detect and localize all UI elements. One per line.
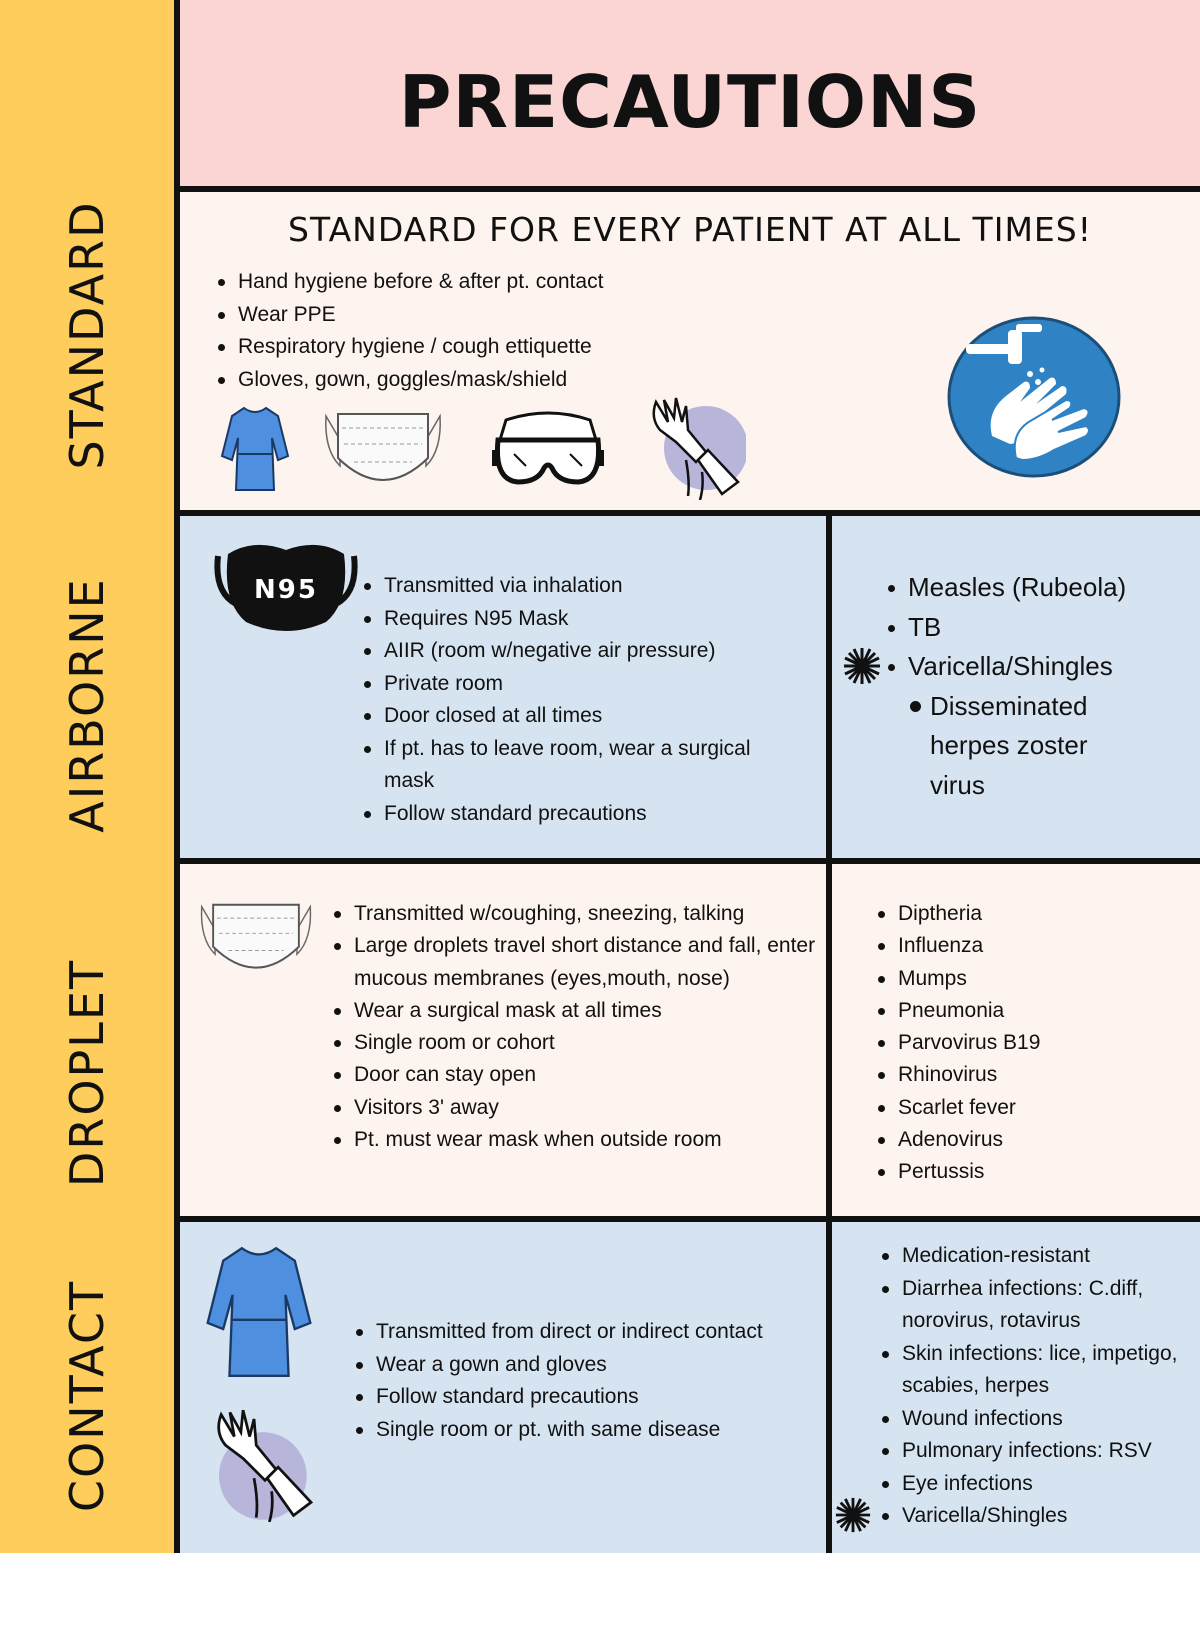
category-sidebar — [0, 0, 180, 1553]
list-item: Diptheria — [876, 898, 1040, 930]
asterisk-star-icon — [842, 646, 882, 686]
list-item-label: Varicella/Shingles — [908, 651, 1113, 681]
surgical-mask-icon — [320, 410, 446, 492]
list-item: Private room — [362, 668, 804, 701]
airborne-diseases-cell — [832, 516, 1200, 858]
list-item: Wear a surgical mask at all times — [332, 995, 812, 1027]
list-item: Eye infections — [880, 1468, 1200, 1501]
list-item: Single room or pt. with same disease — [354, 1414, 763, 1447]
droplet-diseases-cell — [832, 864, 1200, 1216]
list-item: Respiratory hygiene / cough ettiquette — [216, 331, 603, 364]
list-item: Medication-resistant — [880, 1240, 1200, 1273]
droplet-measures-cell — [180, 864, 826, 1216]
airborne-measures-cell — [180, 516, 826, 858]
list-item: Requires N95 Mask — [362, 603, 804, 636]
hand-washing-icon — [946, 316, 1122, 478]
list-item: Rhinovirus — [876, 1059, 1040, 1091]
label-contact: CONTACT — [60, 1279, 114, 1513]
list-item: Pulmonary infections: RSV — [880, 1435, 1200, 1468]
list-item: Scarlet fever — [876, 1092, 1040, 1124]
asterisk-star-icon — [834, 1496, 872, 1534]
list-item: Wear PPE — [216, 299, 603, 332]
list-item: Parvovirus B19 — [876, 1027, 1040, 1059]
list-item: Follow standard precautions — [354, 1381, 763, 1414]
list-item: TB — [886, 608, 1186, 648]
contact-measures-cell — [180, 1222, 826, 1553]
droplet-list — [332, 898, 816, 1156]
contact-list — [354, 1316, 763, 1446]
list-item: Influenza — [876, 930, 1040, 962]
list-item: Wound infections — [880, 1403, 1200, 1436]
list-item: Transmitted w/coughing, sneezing, talking — [332, 898, 812, 930]
standard-list — [216, 266, 603, 396]
droplet-disease-list — [876, 898, 1040, 1189]
list-item: Skin infections: lice, impetigo, scabies, herpes — [880, 1338, 1192, 1403]
airborne-section — [180, 516, 1200, 858]
list-item: Transmitted from direct or indirect contact — [354, 1316, 763, 1349]
list-item: Large droplets travel short distance and fall, enter mucous membranes (eyes,mouth, nose) — [332, 930, 824, 995]
droplet-section — [180, 864, 1200, 1216]
sub-list-item: Disseminated herpes zoster virus — [908, 687, 1128, 806]
label-airborne: AIRBORNE — [60, 577, 114, 833]
contact-section — [180, 1222, 1200, 1553]
list-item: Single room or cohort — [332, 1027, 812, 1059]
n95-mask-icon — [214, 540, 358, 634]
title-band — [180, 0, 1200, 186]
sub-list — [908, 687, 1128, 806]
list-item: Hand hygiene before & after pt. contact — [216, 266, 603, 299]
list-item: Door can stay open — [332, 1059, 812, 1091]
airborne-list — [362, 570, 804, 830]
list-item: Measles (Rubeola) — [886, 568, 1186, 608]
list-item: Mumps — [876, 963, 1040, 995]
standard-heading: STANDARD FOR EVERY PATIENT AT ALL TIMES! — [288, 210, 1092, 249]
airborne-disease-list — [886, 568, 1186, 805]
gown-icon — [220, 404, 290, 494]
list-item: Visitors 3' away — [332, 1092, 812, 1124]
page-title: PRECAUTIONS — [398, 60, 982, 144]
list-item: Follow standard precautions — [362, 798, 804, 831]
standard-section — [180, 192, 1200, 510]
list-item: Wear a gown and gloves — [354, 1349, 763, 1382]
list-item: Pt. must wear mask when outside room — [332, 1124, 812, 1156]
list-item: Transmitted via inhalation — [362, 570, 804, 603]
gloves-icon — [210, 1408, 320, 1522]
list-item: Diarrhea infections: C.diff, norovirus, rotavirus — [880, 1273, 1192, 1338]
list-item: Pertussis — [876, 1156, 1040, 1188]
list-item: Gloves, gown, goggles/mask/shield — [216, 364, 603, 397]
list-item — [886, 647, 1186, 805]
goggles-icon — [492, 410, 604, 494]
label-standard: STANDARD — [60, 200, 114, 470]
contact-diseases-cell — [832, 1222, 1200, 1553]
list-item: AIIR (room w/negative air pressure) — [362, 635, 804, 668]
label-droplet: DROPLET — [60, 958, 114, 1188]
list-item: Varicella/Shingles — [880, 1500, 1200, 1533]
gown-icon — [204, 1242, 314, 1382]
gloves-icon — [646, 396, 746, 500]
contact-disease-list — [880, 1240, 1200, 1533]
list-item: Adenovirus — [876, 1124, 1040, 1156]
n95-label: N95 — [254, 575, 318, 605]
list-item: Pneumonia — [876, 995, 1040, 1027]
list-item: Door closed at all times — [362, 700, 804, 733]
surgical-mask-icon — [196, 900, 316, 980]
list-item: If pt. has to leave room, wear a surgical mask — [362, 733, 804, 798]
